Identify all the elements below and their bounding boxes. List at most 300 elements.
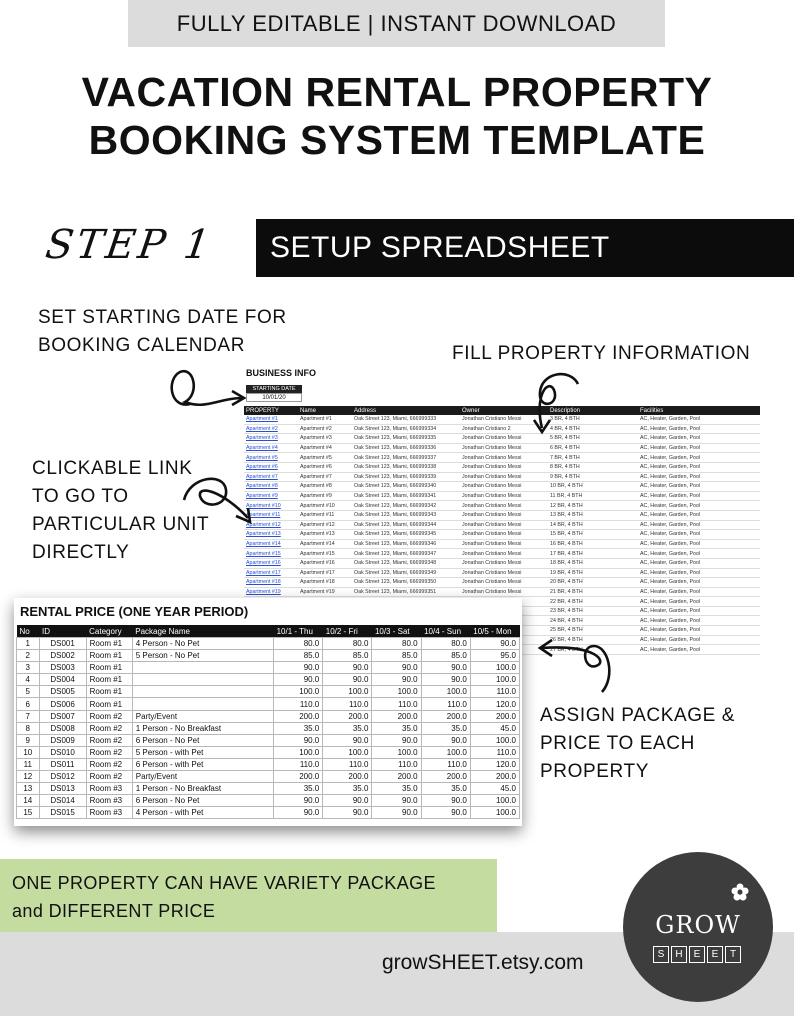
property-cell: Oak Street 123, Miami, 666999347 [352, 549, 460, 559]
property-cell: Apartment #8 [298, 482, 352, 492]
package-cell: Room #2 [86, 758, 132, 770]
property-cell: AC, Heater, Garden, Pool [638, 501, 760, 511]
property-cell: Jonathan Cristiano Messi [460, 443, 548, 453]
callout-line2: and DIFFERENT PRICE [12, 901, 216, 921]
property-cell: 24 BR, 4 BTH [548, 616, 638, 626]
property-unit-link[interactable]: Apartment #6 [244, 462, 298, 472]
property-unit-link[interactable]: Apartment #11 [244, 510, 298, 520]
property-cell: 21 BR, 4 BTH [548, 587, 638, 597]
package-cell: Room #2 [86, 710, 132, 722]
property-cell: AC, Heater, Garden, Pool [638, 587, 760, 597]
package-cell: Party/Event [132, 710, 273, 722]
property-cell: Apartment #11 [298, 510, 352, 520]
note-assign-line3: PROPERTY [540, 761, 649, 782]
property-cell: Apartment #4 [298, 443, 352, 453]
price-cell[interactable]: 35.0 [421, 722, 470, 734]
property-cell: Apartment #18 [298, 578, 352, 588]
callout-line1: ONE PROPERTY CAN HAVE VARIETY PACKAGE [12, 873, 436, 893]
note-assign-package [540, 702, 735, 786]
property-column-header: Address [352, 406, 460, 415]
property-unit-link[interactable]: Apartment #9 [244, 491, 298, 501]
note-link-line1: CLICKABLE LINK [32, 458, 193, 479]
price-column-header: 10/4 - Sun [421, 625, 470, 638]
property-cell: 19 BR, 4 BTH [548, 568, 638, 578]
package-cell: DS011 [39, 758, 86, 770]
property-cell: Jonathan Cristiano Messi [460, 558, 548, 568]
property-cell: AC, Heater, Garden, Pool [638, 415, 760, 424]
package-cell: 5 Person - No Pet [132, 650, 273, 662]
price-cell[interactable]: 90.0 [323, 807, 372, 819]
property-cell: Jonathan Cristiano Messi [460, 491, 548, 501]
property-cell: 25 BR, 4 BTH [548, 626, 638, 636]
property-cell: Oak Street 123, Miami, 666999346 [352, 539, 460, 549]
property-row [244, 482, 760, 492]
price-cell[interactable]: 200.0 [470, 710, 519, 722]
property-cell: Jonathan Cristiano Messi [460, 415, 548, 424]
package-cell: Room #1 [86, 686, 132, 698]
price-cell[interactable]: 80.0 [421, 638, 470, 650]
property-column-header: Name [298, 406, 352, 415]
property-cell: 14 BR, 4 BTH [548, 520, 638, 530]
price-cell[interactable]: 90.0 [421, 807, 470, 819]
price-cell[interactable]: 110.0 [470, 686, 519, 698]
property-unit-link[interactable]: Apartment #13 [244, 530, 298, 540]
property-cell: AC, Heater, Garden, Pool [638, 578, 760, 588]
package-cell [132, 674, 273, 686]
property-row [244, 587, 760, 597]
package-cell [132, 662, 273, 674]
property-cell: AC, Heater, Garden, Pool [638, 616, 760, 626]
price-cell[interactable]: 80.0 [323, 638, 372, 650]
property-row [244, 510, 760, 520]
price-cell[interactable]: 110.0 [372, 698, 421, 710]
property-cell: Jonathan Cristiano Messi [460, 482, 548, 492]
property-column-header: Description [548, 406, 638, 415]
top-banner [128, 0, 665, 47]
price-cell[interactable]: 110.0 [470, 746, 519, 758]
price-row [17, 795, 520, 807]
property-row [244, 568, 760, 578]
property-cell: 8 BR, 4 BTH [548, 462, 638, 472]
price-cell[interactable]: 90.0 [323, 734, 372, 746]
price-cell[interactable]: 90.0 [323, 674, 372, 686]
property-unit-link[interactable]: Apartment #18 [244, 578, 298, 588]
package-cell [132, 698, 273, 710]
package-cell: Room #1 [86, 650, 132, 662]
package-cell: Room #3 [86, 807, 132, 819]
property-cell: Jonathan Cristiano Messi [460, 578, 548, 588]
property-cell: AC, Heater, Garden, Pool [638, 472, 760, 482]
price-cell[interactable]: 100.0 [372, 686, 421, 698]
property-column-header: PROPERTY [244, 406, 298, 415]
package-cell: Room #1 [86, 698, 132, 710]
property-cell: AC, Heater, Garden, Pool [638, 510, 760, 520]
price-cell[interactable]: 100.0 [470, 807, 519, 819]
package-cell: 4 Person - No Pet [132, 638, 273, 650]
property-unit-link[interactable]: Apartment #19 [244, 587, 298, 597]
price-cell[interactable]: 200.0 [372, 710, 421, 722]
package-cell: 1 Person - No Breakfast [132, 722, 273, 734]
property-cell: 18 BR, 4 BTH [548, 558, 638, 568]
property-cell: Apartment #13 [298, 530, 352, 540]
property-cell: 15 BR, 4 BTH [548, 530, 638, 540]
package-cell: DS006 [39, 698, 86, 710]
price-cell[interactable]: 90.0 [421, 734, 470, 746]
property-cell: Jonathan Cristiano Messi [460, 587, 548, 597]
price-cell[interactable]: 95.0 [470, 650, 519, 662]
price-cell[interactable]: 35.0 [323, 783, 372, 795]
property-cell: 22 BR, 4 BTH [548, 597, 638, 607]
package-cell: Room #2 [86, 746, 132, 758]
price-cell[interactable]: 90.0 [274, 807, 323, 819]
price-row [17, 638, 520, 650]
logo-letter: H [671, 946, 687, 963]
note-fill-info: FILL PROPERTY INFORMATION [452, 343, 751, 364]
price-cell[interactable]: 200.0 [323, 710, 372, 722]
price-cell[interactable]: 90.0 [372, 674, 421, 686]
price-column-header: Package Name [132, 625, 273, 638]
property-cell: Jonathan Cristiano Messi [460, 568, 548, 578]
property-cell: AC, Heater, Garden, Pool [638, 539, 760, 549]
property-unit-link[interactable]: Apartment #10 [244, 501, 298, 511]
curly-arrow-icon [520, 366, 590, 438]
package-cell: DS001 [39, 638, 86, 650]
price-row [17, 722, 520, 734]
price-cell[interactable]: 120.0 [470, 758, 519, 770]
property-cell: AC, Heater, Garden, Pool [638, 491, 760, 501]
package-cell: DS009 [39, 734, 86, 746]
price-cell[interactable]: 90.0 [274, 795, 323, 807]
property-cell: Apartment #5 [298, 453, 352, 463]
flower-icon [731, 883, 749, 901]
curly-arrow-icon [536, 626, 616, 696]
property-cell: Apartment #7 [298, 472, 352, 482]
price-cell[interactable]: 85.0 [421, 650, 470, 662]
price-column-header: 10/5 - Mon [470, 625, 519, 638]
growsheet-logo [623, 852, 773, 1002]
property-cell: Jonathan Cristiano Messi [460, 510, 548, 520]
price-cell[interactable]: 200.0 [421, 710, 470, 722]
price-cell[interactable]: 100.0 [421, 686, 470, 698]
price-cell[interactable]: 90.0 [372, 734, 421, 746]
price-cell[interactable]: 90.0 [274, 674, 323, 686]
property-cell: AC, Heater, Garden, Pool [638, 443, 760, 453]
property-cell: Apartment #10 [298, 501, 352, 511]
property-row [244, 491, 760, 501]
property-cell: AC, Heater, Garden, Pool [638, 597, 760, 607]
property-cell: 10 BR, 4 BTH [548, 482, 638, 492]
price-row [17, 674, 520, 686]
price-cell[interactable]: 110.0 [372, 758, 421, 770]
property-cell: 27 BR, 4 BTH [548, 645, 638, 655]
property-unit-link[interactable]: Apartment #16 [244, 558, 298, 568]
price-column-header: ID [39, 625, 86, 638]
price-cell[interactable]: 200.0 [323, 771, 372, 783]
price-cell[interactable]: 120.0 [470, 698, 519, 710]
package-cell: 12 [17, 771, 40, 783]
property-cell: Apartment #12 [298, 520, 352, 530]
step-heading-text: SETUP SPREADSHEET [270, 231, 610, 264]
package-cell: DS013 [39, 783, 86, 795]
property-row [244, 462, 760, 472]
package-cell: Room #1 [86, 674, 132, 686]
property-cell: Jonathan Cristiano 2 [460, 424, 548, 434]
property-cell: Apartment #14 [298, 539, 352, 549]
property-cell: AC, Heater, Garden, Pool [638, 549, 760, 559]
price-column-header: 10/3 - Sat [372, 625, 421, 638]
package-cell: 5 [17, 686, 40, 698]
property-cell: Apartment #6 [298, 462, 352, 472]
package-cell: 3 [17, 662, 40, 674]
property-cell: Oak Street 123, Miami, 666999334 [352, 424, 460, 434]
package-cell: 6 Person - with Pet [132, 758, 273, 770]
logo-letter: E [689, 946, 705, 963]
package-cell: 1 Person - No Breakfast [132, 783, 273, 795]
package-cell: 8 [17, 722, 40, 734]
price-row [17, 746, 520, 758]
property-cell: 13 BR, 4 BTH [548, 510, 638, 520]
price-cell[interactable]: 85.0 [323, 650, 372, 662]
price-column-header: 10/1 - Thu [274, 625, 323, 638]
price-cell[interactable]: 90.0 [372, 662, 421, 674]
price-cell[interactable]: 35.0 [274, 722, 323, 734]
rental-price-table [16, 625, 520, 819]
step-label: STEP 1 [42, 222, 216, 268]
package-cell: DS010 [39, 746, 86, 758]
price-cell[interactable]: 110.0 [323, 758, 372, 770]
package-cell: 5 Person - with Pet [132, 746, 273, 758]
price-cell[interactable]: 35.0 [274, 783, 323, 795]
package-cell: DS003 [39, 662, 86, 674]
property-unit-link[interactable]: Apartment #14 [244, 539, 298, 549]
price-cell[interactable]: 100.0 [470, 674, 519, 686]
price-cell[interactable]: 200.0 [470, 771, 519, 783]
price-cell[interactable]: 200.0 [274, 771, 323, 783]
property-cell: AC, Heater, Garden, Pool [638, 626, 760, 636]
property-cell: AC, Heater, Garden, Pool [638, 530, 760, 540]
price-cell[interactable]: 35.0 [372, 783, 421, 795]
property-row [244, 539, 760, 549]
property-cell: Oak Street 123, Miami, 666999341 [352, 491, 460, 501]
property-row [244, 424, 760, 434]
note-start-date-line1: SET STARTING DATE FOR [38, 307, 287, 328]
package-cell: 4 [17, 674, 40, 686]
property-cell: 9 BR, 4 BTH [548, 472, 638, 482]
variety-package-callout [0, 859, 497, 932]
note-start-date-line2: BOOKING CALENDAR [38, 335, 246, 356]
property-unit-link[interactable]: Apartment #5 [244, 453, 298, 463]
package-cell: 7 [17, 710, 40, 722]
price-cell[interactable]: 100.0 [323, 686, 372, 698]
price-cell[interactable]: 35.0 [421, 783, 470, 795]
property-cell: 20 BR, 4 BTH [548, 578, 638, 588]
property-cell: AC, Heater, Garden, Pool [638, 606, 760, 616]
starting-date-input[interactable]: 10/01/20 [246, 393, 302, 402]
main-title-line1: VACATION RENTAL PROPERTY [81, 69, 713, 115]
price-cell[interactable]: 90.0 [323, 795, 372, 807]
property-cell: Apartment #15 [298, 549, 352, 559]
price-cell[interactable]: 200.0 [421, 771, 470, 783]
price-cell[interactable]: 110.0 [274, 698, 323, 710]
property-cell: 23 BR, 4 BTH [548, 606, 638, 616]
logo-grow-text: GROW [655, 911, 741, 939]
price-cell[interactable]: 35.0 [323, 722, 372, 734]
property-cell: Jonathan Cristiano Messi [460, 462, 548, 472]
price-column-header: 10/2 - Fri [323, 625, 372, 638]
price-cell[interactable]: 100.0 [421, 746, 470, 758]
price-cell[interactable]: 90.0 [470, 638, 519, 650]
price-cell[interactable]: 110.0 [323, 698, 372, 710]
property-cell: AC, Heater, Garden, Pool [638, 568, 760, 578]
property-column-header: Facilities [638, 406, 760, 415]
property-unit-link[interactable]: Apartment #4 [244, 443, 298, 453]
price-row [17, 662, 520, 674]
price-cell[interactable]: 85.0 [274, 650, 323, 662]
property-cell: Oak Street 123, Miami, 666999337 [352, 453, 460, 463]
price-cell[interactable]: 90.0 [274, 662, 323, 674]
price-column-header: Category [86, 625, 132, 638]
price-row [17, 758, 520, 770]
price-cell[interactable]: 85.0 [372, 650, 421, 662]
property-cell: 5 BR, 4 BTH [548, 434, 638, 444]
property-column-header: Owner [460, 406, 548, 415]
property-unit-link[interactable]: Apartment #2 [244, 424, 298, 434]
property-cell: Oak Street 123, Miami, 666999338 [352, 462, 460, 472]
shop-url[interactable]: growSHEET.etsy.com [382, 951, 584, 974]
price-cell[interactable]: 100.0 [470, 662, 519, 674]
property-row [244, 453, 760, 463]
price-cell[interactable]: 90.0 [421, 795, 470, 807]
rental-price-sheet [14, 598, 522, 826]
property-cell: Apartment #3 [298, 434, 352, 444]
package-cell: DS015 [39, 807, 86, 819]
property-cell: 7 BR, 4 BTH [548, 453, 638, 463]
property-cell: AC, Heater, Garden, Pool [638, 558, 760, 568]
note-link-line4: DIRECTLY [32, 542, 130, 563]
package-cell: 15 [17, 807, 40, 819]
price-row [17, 771, 520, 783]
price-cell[interactable]: 200.0 [372, 771, 421, 783]
price-cell[interactable]: 110.0 [274, 758, 323, 770]
price-cell[interactable]: 90.0 [372, 807, 421, 819]
property-row [244, 443, 760, 453]
property-unit-link[interactable]: Apartment #12 [244, 520, 298, 530]
property-cell: Oak Street 123, Miami, 666999339 [352, 472, 460, 482]
price-cell[interactable]: 90.0 [274, 734, 323, 746]
property-unit-link[interactable]: Apartment #8 [244, 482, 298, 492]
logo-letter: E [707, 946, 723, 963]
price-cell[interactable]: 45.0 [470, 722, 519, 734]
property-cell: 4 BR, 4 BTH [548, 424, 638, 434]
property-cell: Apartment #19 [298, 587, 352, 597]
price-cell[interactable]: 100.0 [274, 746, 323, 758]
price-cell[interactable]: 100.0 [274, 686, 323, 698]
note-start-date [38, 304, 287, 360]
property-cell: Apartment #9 [298, 491, 352, 501]
package-cell: 4 Person - with Pet [132, 807, 273, 819]
price-column-header: No [17, 625, 40, 638]
property-cell: Oak Street 123, Miami, 666999345 [352, 530, 460, 540]
property-cell: Oak Street 123, Miami, 666999344 [352, 520, 460, 530]
main-title-line2: BOOKING SYSTEM TEMPLATE [88, 117, 706, 163]
price-cell[interactable]: 110.0 [421, 698, 470, 710]
package-cell: 10 [17, 746, 40, 758]
price-cell[interactable]: 90.0 [421, 662, 470, 674]
property-cell: Oak Street 123, Miami, 666999335 [352, 434, 460, 444]
property-row [244, 549, 760, 559]
note-assign-line2: PRICE TO EACH [540, 733, 695, 754]
price-cell[interactable]: 100.0 [372, 746, 421, 758]
price-cell[interactable]: 100.0 [470, 734, 519, 746]
property-unit-link[interactable]: Apartment #17 [244, 568, 298, 578]
package-cell: 6 Person - No Pet [132, 734, 273, 746]
package-cell: 6 Person - No Pet [132, 795, 273, 807]
property-cell: Apartment #17 [298, 568, 352, 578]
property-unit-link[interactable]: Apartment #1 [244, 415, 298, 424]
property-row [244, 501, 760, 511]
package-cell: DS002 [39, 650, 86, 662]
property-cell: Oak Street 123, Miami, 666999351 [352, 587, 460, 597]
property-cell: 3 BR, 4 BTH [548, 415, 638, 424]
property-unit-link[interactable]: Apartment #3 [244, 434, 298, 444]
property-cell: Jonathan Cristiano Messi [460, 501, 548, 511]
price-cell[interactable]: 80.0 [274, 638, 323, 650]
package-cell: DS007 [39, 710, 86, 722]
property-cell: 6 BR, 4 BTH [548, 443, 638, 453]
property-row [244, 472, 760, 482]
property-cell: 11 BR, 4 BTH [548, 491, 638, 501]
property-cell: AC, Heater, Garden, Pool [638, 453, 760, 463]
package-cell: Party/Event [132, 771, 273, 783]
property-cell: Apartment #16 [298, 558, 352, 568]
price-row [17, 807, 520, 819]
price-cell[interactable]: 80.0 [372, 638, 421, 650]
price-cell[interactable]: 100.0 [470, 795, 519, 807]
property-row [244, 558, 760, 568]
property-cell: AC, Heater, Garden, Pool [638, 482, 760, 492]
rental-price-title: RENTAL PRICE (ONE YEAR PERIOD) [20, 604, 249, 619]
property-cell: Apartment #2 [298, 424, 352, 434]
package-cell: DS012 [39, 771, 86, 783]
price-cell[interactable]: 45.0 [470, 783, 519, 795]
property-unit-link[interactable]: Apartment #7 [244, 472, 298, 482]
price-cell[interactable]: 90.0 [323, 662, 372, 674]
property-cell: AC, Heater, Garden, Pool [638, 635, 760, 645]
logo-sheet-letters [653, 946, 741, 963]
property-cell: AC, Heater, Garden, Pool [638, 520, 760, 530]
package-cell: Room #2 [86, 734, 132, 746]
price-row [17, 710, 520, 722]
property-row [244, 434, 760, 444]
property-unit-link[interactable]: Apartment #15 [244, 549, 298, 559]
note-link-line2: TO GO TO [32, 486, 129, 507]
price-cell[interactable]: 35.0 [372, 722, 421, 734]
property-cell: 12 BR, 4 BTH [548, 501, 638, 511]
price-cell[interactable]: 110.0 [421, 758, 470, 770]
price-cell[interactable]: 90.0 [421, 674, 470, 686]
property-row [244, 578, 760, 588]
price-cell[interactable]: 200.0 [274, 710, 323, 722]
banner-text: FULLY EDITABLE | INSTANT DOWNLOAD [176, 10, 617, 36]
price-row [17, 650, 520, 662]
package-cell: Room #1 [86, 638, 132, 650]
price-cell[interactable]: 100.0 [323, 746, 372, 758]
logo-letter: T [725, 946, 741, 963]
price-cell[interactable]: 90.0 [372, 795, 421, 807]
property-cell: 16 BR, 4 BTH [548, 539, 638, 549]
property-cell: Oak Street 123, Miami, 666999333 [352, 415, 460, 424]
package-cell: 14 [17, 795, 40, 807]
